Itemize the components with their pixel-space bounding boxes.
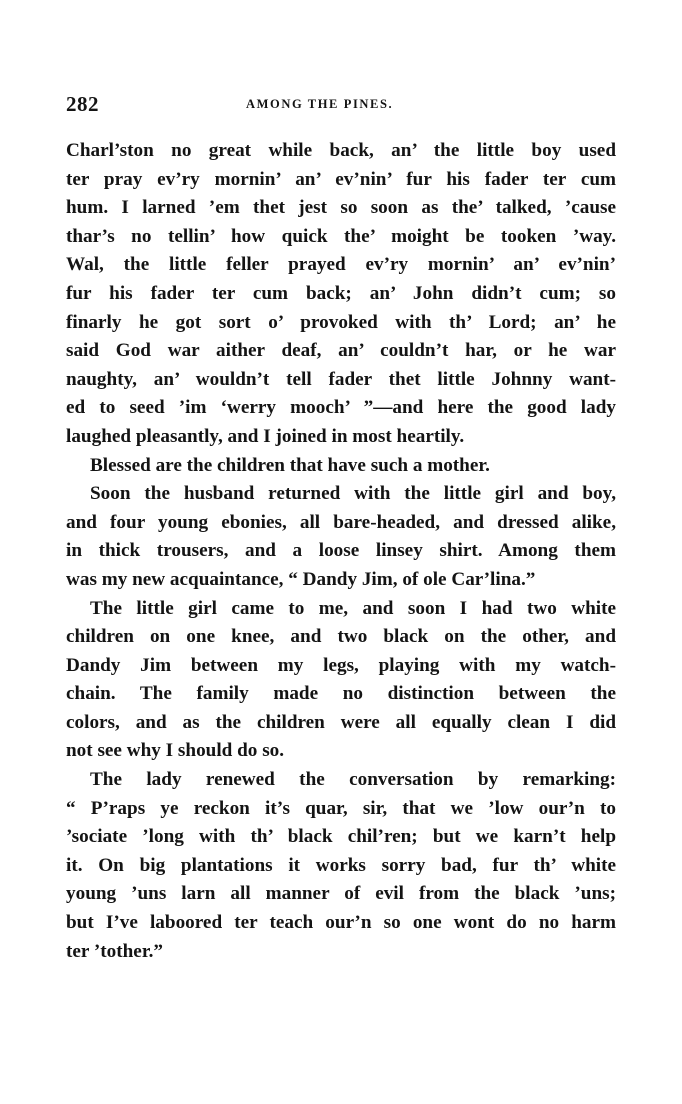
page-header [66, 92, 616, 122]
text-line: young ’uns larn all manner of evil from the black ’uns; [66, 883, 616, 905]
text-line: “ P’raps ye reckon it’s quar, sir, that we ’low our’n to [66, 797, 616, 819]
text-line: Blessed are the children that have such a mother. [90, 454, 490, 476]
paragraph [66, 595, 616, 767]
paragraph [66, 480, 616, 594]
text-line: it. On big plantations it works sorry bad, fur th’ white [66, 854, 616, 876]
text-line: Soon the husband returned with the little girl and boy, [90, 483, 616, 505]
text-line: colors, and as the children were all equally clean I did [66, 711, 616, 733]
paragraph [66, 766, 616, 966]
page-number: 282 [66, 92, 99, 116]
paragraph [66, 137, 616, 452]
text-line: fur his fader ter cum back; an’ John didn’t cum; so [66, 282, 616, 304]
text-line: ter pray ev’ry mornin’ an’ ev’nin’ fur his fader ter cum [66, 168, 616, 190]
text-line: thar’s no tellin’ how quick the’ moight be tooken ’way. [66, 225, 616, 247]
text-line: not see why I should do so. [66, 740, 285, 762]
text-line: was my new acquaintance, “ Dandy Jim, of ole Car’lina.” [66, 568, 536, 590]
body-text [66, 137, 616, 966]
text-line: Wal, the little feller prayed ev’ry mornin’ an’ ev’nin’ [66, 254, 616, 276]
text-line: hum. I larned ’em thet jest so soon as the’ talked, ’cause [66, 197, 616, 219]
text-line: and four young ebonies, all bare-headed, and dressed alike, [66, 511, 616, 533]
text-line: ed to seed ’im ‘werry mooch’ ”—and here the good lady [66, 397, 616, 419]
text-line: laughed pleasantly, and I joined in most heartily. [66, 425, 465, 447]
text-line: chain. The family made no distinction between the [66, 683, 616, 705]
text-line: ter ’tother.” [66, 940, 163, 962]
running-head: AMONG THE PINES. [246, 97, 394, 111]
text-line: The little girl came to me, and soon I had two white [90, 597, 616, 619]
text-line: in thick trousers, and a loose linsey shirt. Among them [66, 540, 616, 562]
text-line: naughty, an’ wouldn’t tell fader thet little Johnny want- [66, 368, 616, 390]
text-line: said God war aither deaf, an’ couldn’t har, or he war [66, 340, 616, 362]
text-line: finarly he got sort o’ provoked with th’ Lord; an’ he [66, 311, 616, 333]
text-line: ’sociate ’long with th’ black chil’ren; but we karn’t help [66, 826, 616, 848]
text-line: Charl’ston no great while back, an’ the little boy used [66, 140, 616, 161]
text-line: The lady renewed the conversation by remarking: [90, 769, 616, 791]
text-line: Dandy Jim between my legs, playing with my watch- [66, 654, 616, 676]
text-line: but I’ve laboored ter teach our’n so one wont do no harm [66, 912, 616, 934]
text-line: children on one knee, and two black on the other, and [66, 626, 616, 648]
paragraph [66, 452, 616, 481]
